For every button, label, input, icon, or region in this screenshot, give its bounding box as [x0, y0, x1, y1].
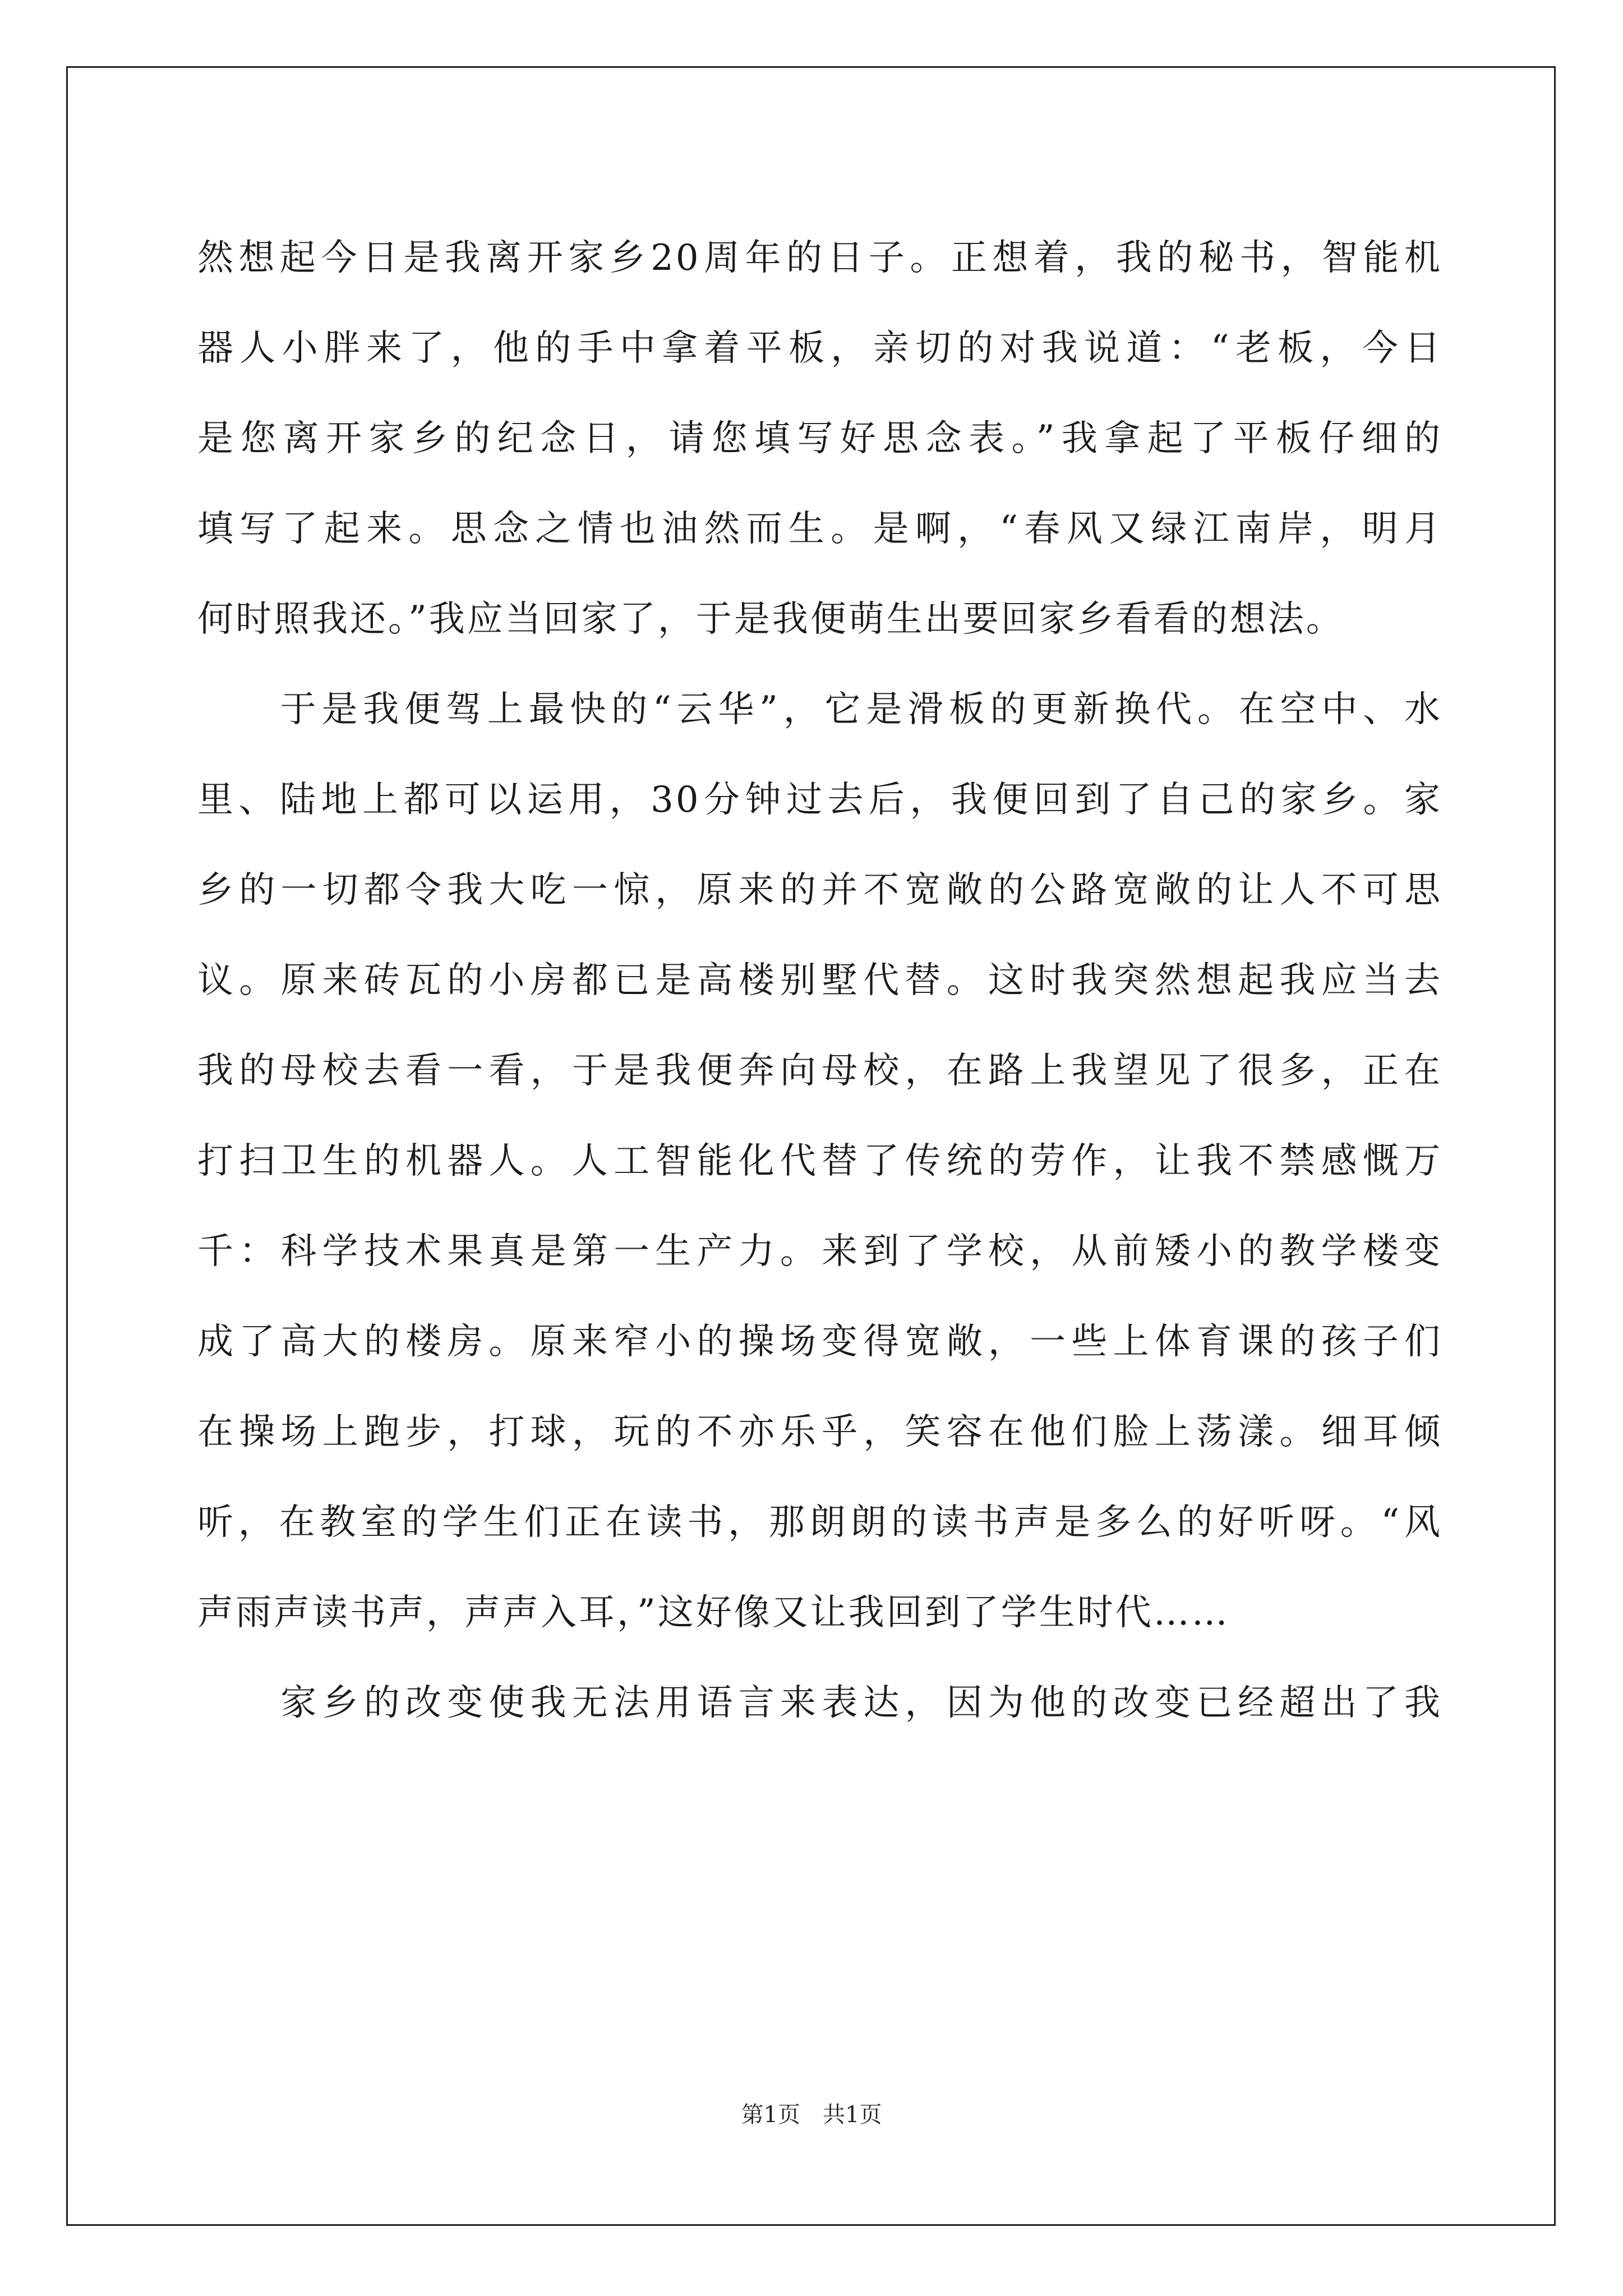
- text-line: 乡的一切都令我大吃一惊，原来的并不宽敞的公路宽敞的让人不可思: [197, 869, 1442, 911]
- text-line: 声雨声读书声，声声入耳，”这好像又让我回到了学生时代……: [197, 1592, 1230, 1634]
- text-line: 是您离开家乡的纪念日，请您填写好思念表。”我拿起了平板仔细的: [197, 418, 1442, 459]
- page-number: 第1页: [741, 2102, 800, 2128]
- text-line: 成了高大的楼房。原来窄小的操场变得宽敞，一些上体育课的孩子们: [197, 1321, 1442, 1363]
- text-line: 何时照我还。”我应当回家了，于是我便萌生出要回家乡看看的想法。: [197, 599, 1344, 640]
- text-line: 打扫卫生的机器人。人工智能化代替了传统的劳作，让我不禁感慨万: [197, 1140, 1442, 1182]
- page-footer: [0, 2098, 1623, 2132]
- text-line: 器人小胖来了，他的手中拿着平板，亲切的对我说道：“老板，今日: [197, 328, 1442, 369]
- text-line: 议。原来砖瓦的小房都已是高楼别墅代替。这时我突然想起我应当去: [197, 960, 1442, 1001]
- document-body: [197, 213, 1442, 1749]
- text-line: 里、陆地上都可以运用，30分钟过去后，我便回到了自己的家乡。家: [197, 779, 1442, 821]
- text-line: 家乡的改变使我无法用语言来表达，因为他的改变已经超出了我: [197, 1682, 1442, 1724]
- page-total: 共1页: [823, 2102, 882, 2128]
- text-line: 填写了起来。思念之情也油然而生。是啊，“春风又绿江南岸，明月: [197, 508, 1442, 550]
- text-line: 于是我便驾上最快的“云华”，它是滑板的更新换代。在空中、水: [197, 689, 1442, 730]
- text-line: 在操场上跑步，打球，玩的不亦乐乎，笑容在他们脸上荡漾。细耳倾: [197, 1411, 1442, 1453]
- text-line: 我的母校去看一看，于是我便奔向母校，在路上我望见了很多，正在: [197, 1050, 1442, 1092]
- text-line: 听，在教室的学生们正在读书，那朗朗的读书声是多么的好听呀。“风: [197, 1502, 1442, 1543]
- text-line: 千：科学技术果真是第一生产力。来到了学校，从前矮小的教学楼变: [197, 1231, 1442, 1272]
- text-line: 然想起今日是我离开家乡20周年的日子。正想着，我的秘书，智能机: [197, 237, 1442, 279]
